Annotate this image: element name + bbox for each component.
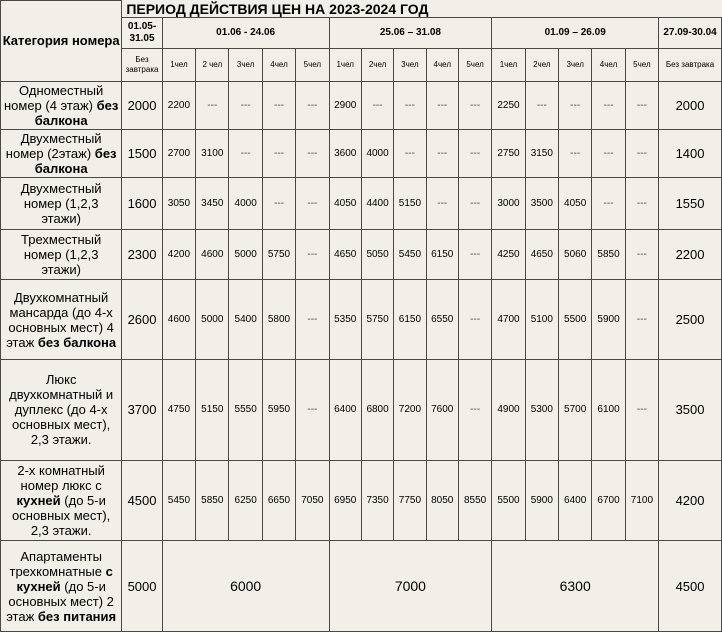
room-category-text: Трехместный номер (1,2,3 этажи) xyxy=(21,232,102,278)
price-cell: 6400 xyxy=(329,359,361,460)
subheader-no-breakfast-last: Без завтрака xyxy=(659,48,722,81)
price-cell: 6400 xyxy=(559,460,592,540)
last-period-price: 3500 xyxy=(659,359,722,460)
price-cell: 2700 xyxy=(162,129,195,177)
table-row xyxy=(1,460,722,540)
room-category-bold: кухней xyxy=(16,493,61,509)
price-cell: --- xyxy=(361,81,393,129)
price-cell: 4750 xyxy=(162,359,195,460)
table-row xyxy=(1,359,722,460)
subheader-guests: 2 чел xyxy=(196,48,229,81)
base-price: 3700 xyxy=(122,359,162,460)
price-cell: 4200 xyxy=(162,229,195,280)
room-category-text: Апартаменты трехкомнатные xyxy=(9,548,102,579)
price-cell: 5350 xyxy=(329,280,361,359)
price-cell: 7600 xyxy=(426,359,458,460)
price-cell: 5150 xyxy=(196,359,229,460)
price-cell: 5060 xyxy=(559,229,592,280)
period-header-4: 01.09 – 26.09 xyxy=(492,17,659,48)
price-cell: 2750 xyxy=(492,129,525,177)
price-cell: --- xyxy=(592,81,625,129)
price-cell: --- xyxy=(559,81,592,129)
price-cell: --- xyxy=(196,81,229,129)
price-cell: 5900 xyxy=(525,460,558,540)
price-cell: 5300 xyxy=(525,359,558,460)
period-3-price: 7000 xyxy=(329,541,492,632)
price-cell: 6150 xyxy=(426,229,458,280)
room-category-text-2: (до 5-и основных мест), 2,3 этажи. xyxy=(12,493,111,539)
period-4-price: 6300 xyxy=(492,541,659,632)
price-cell: --- xyxy=(262,178,295,230)
room-category-text: Одноместный номер (4 этаж) xyxy=(3,82,104,113)
price-cell: 5500 xyxy=(492,460,525,540)
price-cell: 4650 xyxy=(525,229,558,280)
last-period-price: 4500 xyxy=(659,541,722,632)
price-cell: 2200 xyxy=(162,81,195,129)
subheader-guests: 3чел xyxy=(394,48,426,81)
price-cell: --- xyxy=(229,129,262,177)
price-cell: 7350 xyxy=(361,460,393,540)
price-cell: 8550 xyxy=(458,460,491,540)
price-cell: 4250 xyxy=(492,229,525,280)
base-price: 4500 xyxy=(122,460,162,540)
price-cell: --- xyxy=(296,81,329,129)
price-cell: --- xyxy=(262,81,295,129)
price-cell: 4000 xyxy=(361,129,393,177)
room-category xyxy=(1,280,122,359)
last-period-price: 1400 xyxy=(659,129,722,177)
room-category xyxy=(1,81,122,129)
subheader-guests: 3чел xyxy=(229,48,262,81)
last-period-price: 2000 xyxy=(659,81,722,129)
price-cell: 5550 xyxy=(229,359,262,460)
price-cell: 7100 xyxy=(625,460,658,540)
price-cell: --- xyxy=(229,81,262,129)
price-cell: --- xyxy=(394,81,426,129)
price-cell: 4050 xyxy=(329,178,361,230)
price-cell: 5050 xyxy=(361,229,393,280)
price-cell: --- xyxy=(625,280,658,359)
price-cell: 5700 xyxy=(559,359,592,460)
price-cell: --- xyxy=(559,129,592,177)
subheader-no-breakfast: Без завтрака xyxy=(122,48,162,81)
subheader-guests: 4чел xyxy=(426,48,458,81)
base-price: 1500 xyxy=(122,129,162,177)
price-cell: 3100 xyxy=(196,129,229,177)
price-cell: --- xyxy=(458,178,491,230)
price-cell: 3600 xyxy=(329,129,361,177)
price-cell: --- xyxy=(625,229,658,280)
price-cell: --- xyxy=(426,178,458,230)
price-cell: 5000 xyxy=(229,229,262,280)
table-row xyxy=(1,129,722,177)
base-price: 2600 xyxy=(122,280,162,359)
table-row xyxy=(1,178,722,230)
price-cell: 4600 xyxy=(196,229,229,280)
period-header-5: 27.09-30.04 xyxy=(659,17,722,48)
table-row xyxy=(1,229,722,280)
price-cell: 5450 xyxy=(394,229,426,280)
price-cell: --- xyxy=(296,280,329,359)
price-cell: 4000 xyxy=(229,178,262,230)
room-category-text: Двухместный номер (1,2,3 этажи) xyxy=(20,181,102,227)
price-cell: 3150 xyxy=(525,129,558,177)
price-cell: 6150 xyxy=(394,280,426,359)
price-cell: --- xyxy=(625,178,658,230)
table-row-apartments xyxy=(1,541,722,632)
price-cell: --- xyxy=(592,178,625,230)
price-cell: 4700 xyxy=(492,280,525,359)
subheader-guests: 1чел xyxy=(162,48,195,81)
base-price: 2300 xyxy=(122,229,162,280)
price-cell: --- xyxy=(426,81,458,129)
room-category-bold-2: без питания xyxy=(37,608,117,624)
price-cell: 3500 xyxy=(525,178,558,230)
subheader-guests: 2чел xyxy=(361,48,393,81)
table-row xyxy=(1,81,722,129)
period-header-1: 01.05-31.05 xyxy=(122,17,162,48)
price-cell: --- xyxy=(458,129,491,177)
subheader-guests: 5чел xyxy=(458,48,491,81)
price-cell: 6550 xyxy=(426,280,458,359)
price-cell: 5500 xyxy=(559,280,592,359)
period-header-2: 01.06 - 24.06 xyxy=(162,17,329,48)
room-category xyxy=(1,129,122,177)
price-cell: 6950 xyxy=(329,460,361,540)
price-cell: 7050 xyxy=(296,460,329,540)
last-period-price: 4200 xyxy=(659,460,722,540)
price-cell: 7200 xyxy=(394,359,426,460)
base-price: 5000 xyxy=(122,541,162,632)
price-cell: --- xyxy=(296,178,329,230)
price-cell: 4050 xyxy=(559,178,592,230)
price-cell: --- xyxy=(426,129,458,177)
price-cell: 3000 xyxy=(492,178,525,230)
room-category-bold: без балкона xyxy=(34,146,117,177)
price-cell: 3450 xyxy=(196,178,229,230)
price-cell: 5950 xyxy=(262,359,295,460)
subheader-guests: 1чел xyxy=(492,48,525,81)
price-cell: 5750 xyxy=(262,229,295,280)
price-cell: --- xyxy=(625,81,658,129)
price-cell: 5150 xyxy=(394,178,426,230)
room-category xyxy=(1,359,122,460)
price-cell: 4600 xyxy=(162,280,195,359)
price-cell: 4400 xyxy=(361,178,393,230)
room-category-bold: без балкона xyxy=(34,97,119,128)
table-row xyxy=(1,280,722,359)
price-cell: 3050 xyxy=(162,178,195,230)
price-cell: 5900 xyxy=(592,280,625,359)
last-period-price: 1550 xyxy=(659,178,722,230)
price-cell: --- xyxy=(625,359,658,460)
price-cell: --- xyxy=(296,229,329,280)
price-cell: 5750 xyxy=(361,280,393,359)
price-cell: --- xyxy=(458,81,491,129)
room-category xyxy=(1,541,122,632)
price-cell: 6250 xyxy=(229,460,262,540)
price-cell: 4650 xyxy=(329,229,361,280)
room-category-text: 2-х комнатный номер люкс с xyxy=(17,463,105,494)
price-cell: 8050 xyxy=(426,460,458,540)
category-header: Категория номера xyxy=(1,1,122,82)
room-category-text-2: (до 5-и основных мест) 2 этаж xyxy=(6,578,114,624)
price-cell: 5100 xyxy=(525,280,558,359)
price-cell: 5000 xyxy=(196,280,229,359)
price-cell: --- xyxy=(458,229,491,280)
subheader-guests: 4чел xyxy=(262,48,295,81)
price-cell: 6100 xyxy=(592,359,625,460)
price-cell: 6700 xyxy=(592,460,625,540)
price-cell: 6800 xyxy=(361,359,393,460)
price-cell: --- xyxy=(458,280,491,359)
price-cell: 2250 xyxy=(492,81,525,129)
subheader-guests: 2чел xyxy=(525,48,558,81)
room-category-bold: без балкона xyxy=(37,334,117,350)
price-cell: 5400 xyxy=(229,280,262,359)
price-cell: --- xyxy=(262,129,295,177)
price-cell: 5850 xyxy=(592,229,625,280)
subheader-guests: 3чел xyxy=(559,48,592,81)
price-cell: --- xyxy=(296,359,329,460)
period-2-price: 6000 xyxy=(162,541,329,632)
price-cell: 6650 xyxy=(262,460,295,540)
price-cell: --- xyxy=(525,81,558,129)
subheader-guests: 5чел xyxy=(296,48,329,81)
room-category-text: Двухкомнатный мансарда (до 4-х основных мест) 4 этаж xyxy=(6,289,114,350)
base-price: 1600 xyxy=(122,178,162,230)
price-cell: 5800 xyxy=(262,280,295,359)
last-period-price: 2500 xyxy=(659,280,722,359)
price-cell: --- xyxy=(625,129,658,177)
price-cell: --- xyxy=(296,129,329,177)
price-cell: --- xyxy=(394,129,426,177)
price-cell: 2900 xyxy=(329,81,361,129)
room-category xyxy=(1,178,122,230)
price-cell: 5450 xyxy=(162,460,195,540)
price-cell: 7750 xyxy=(394,460,426,540)
last-period-price: 2200 xyxy=(659,229,722,280)
room-category-text: Двухместный номер (2этаж) xyxy=(5,131,102,162)
price-cell: 5850 xyxy=(196,460,229,540)
period-header-3: 25.06 – 31.08 xyxy=(329,17,492,48)
room-category-bold: с кухней xyxy=(16,563,113,594)
room-category xyxy=(1,229,122,280)
price-cell: --- xyxy=(592,129,625,177)
room-category-text: Люкс двухкомнатный и дуплекс (до 4-х основных мест), 2,3 этажи. xyxy=(9,372,114,448)
subheader-guests: 1чел xyxy=(329,48,361,81)
subheader-guests: 4чел xyxy=(592,48,625,81)
table-title: ПЕРИОД ДЕЙСТВИЯ ЦЕН НА 2023-2024 ГОД xyxy=(122,1,722,18)
price-cell: --- xyxy=(458,359,491,460)
base-price: 2000 xyxy=(122,81,162,129)
room-category xyxy=(1,460,122,540)
price-cell: 4900 xyxy=(492,359,525,460)
subheader-guests: 5чел xyxy=(625,48,658,81)
